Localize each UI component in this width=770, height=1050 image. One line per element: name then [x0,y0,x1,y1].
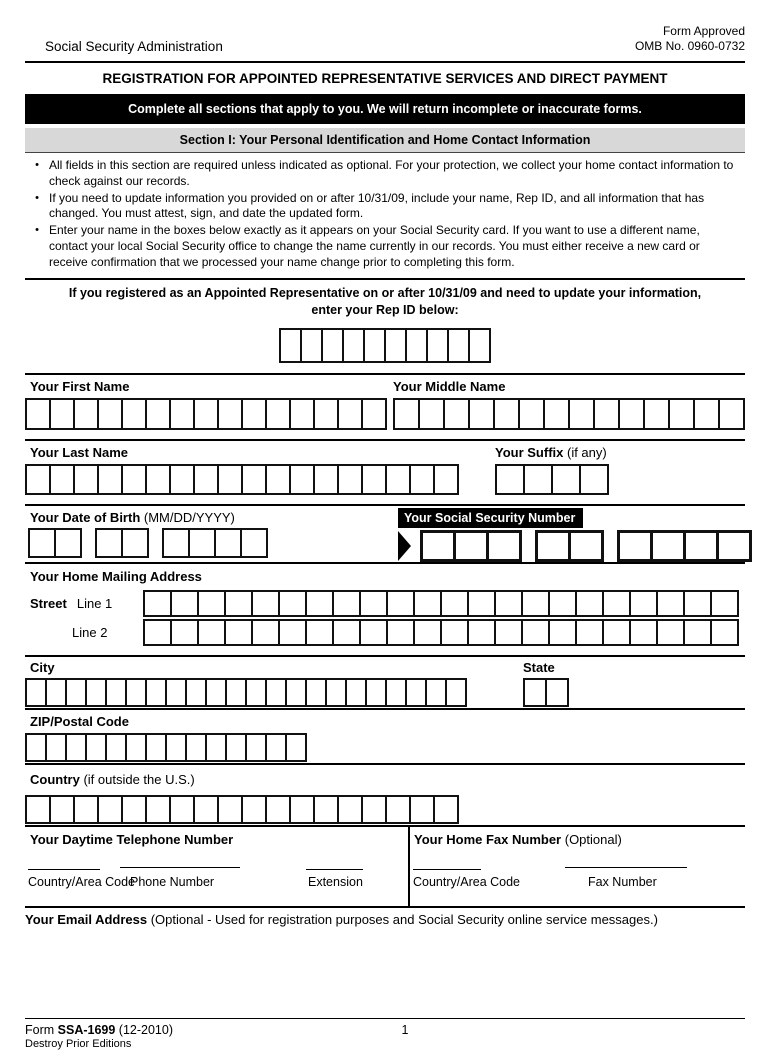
suffix-field [495,443,609,495]
middle-name-input[interactable] [393,398,745,430]
char-box[interactable] [145,733,167,762]
street-line2-label [25,619,143,640]
char-box[interactable] [289,795,315,824]
char-box[interactable] [518,398,545,430]
char-box[interactable] [193,464,219,495]
char-box[interactable] [593,398,620,430]
char-box[interactable] [25,464,51,495]
char-box[interactable] [170,590,199,617]
char-box[interactable] [279,328,302,363]
char-box[interactable] [73,464,99,495]
char-box[interactable] [65,733,87,762]
char-box[interactable] [325,678,347,707]
middle-name-label: Your Middle Name [393,378,506,394]
char-box[interactable] [85,678,107,707]
fax-area-code-label: Country/Area Code [413,874,521,889]
char-box[interactable] [359,590,388,617]
char-box[interactable] [162,528,190,558]
char-box[interactable] [217,795,243,824]
home-address-label: Your Home Mailing Address [30,568,202,584]
omb-number: OMB No. 0960-0732 [634,39,745,53]
dob-label: Your Date of Birth (MM/DD/YYYY) [30,509,235,525]
phone-number-label: Phone Number [130,874,215,889]
char-box[interactable] [409,795,435,824]
street-line1-label [25,590,143,611]
char-box[interactable] [205,733,227,762]
char-box[interactable] [433,795,459,824]
char-box[interactable] [618,398,645,430]
char-box[interactable] [413,619,442,646]
char-box[interactable] [413,590,442,617]
char-box[interactable] [494,590,523,617]
char-box[interactable] [386,619,415,646]
city-state-row [25,655,745,708]
char-box[interactable] [95,528,123,558]
char-box[interactable] [337,795,363,824]
ssn-pointer-icon [398,531,411,561]
char-box[interactable] [313,398,339,430]
form-page [25,0,745,1050]
char-box[interactable] [365,678,387,707]
char-box[interactable] [121,528,149,558]
char-box[interactable] [97,795,123,824]
char-box[interactable] [285,678,307,707]
char-box[interactable] [420,530,456,562]
home-address-row [25,562,745,655]
name-row [25,373,745,439]
char-box[interactable] [361,398,387,430]
char-box[interactable] [683,590,712,617]
char-box[interactable] [225,678,247,707]
char-box[interactable] [361,795,387,824]
char-box[interactable] [251,619,280,646]
char-box[interactable] [656,590,685,617]
char-box[interactable] [265,678,287,707]
char-box[interactable] [188,528,216,558]
suffix-input[interactable] [495,464,609,495]
char-box[interactable] [241,795,267,824]
char-box[interactable] [332,619,361,646]
country-note: (if outside the U.S.) [79,771,195,787]
char-box[interactable] [629,619,658,646]
char-box[interactable] [25,733,47,762]
char-box[interactable] [493,398,520,430]
first-name-input[interactable] [25,398,393,430]
char-box[interactable] [656,619,685,646]
char-box[interactable] [265,795,291,824]
char-box[interactable] [185,733,207,762]
char-box[interactable] [521,590,550,617]
char-box[interactable] [241,464,267,495]
char-box[interactable] [185,678,207,707]
dob-year-input[interactable] [162,528,268,558]
char-box[interactable] [49,464,75,495]
char-box[interactable] [105,678,127,707]
line1-label: Line 1 [76,595,113,611]
section1-heading: Section I: Your Personal Identification and Home Contact Information [25,128,745,153]
ssn-area-input[interactable] [420,530,522,562]
phone-label: Your Daytime Telephone Number [30,831,234,847]
ssn-field [398,530,765,562]
char-box[interactable] [710,590,739,617]
email-row[interactable] [25,906,745,1018]
zip-label: ZIP/Postal Code [30,713,129,729]
ssn-group-input[interactable] [535,530,604,562]
char-box[interactable] [313,795,339,824]
char-box[interactable] [145,398,171,430]
char-box[interactable] [25,398,51,430]
form-word: Form [25,1022,58,1037]
first-name-label: Your First Name [30,378,130,394]
footer-main [25,1023,745,1037]
bullet-text: • If you need to update information you provided on or after 10/31/09, include your name, Rep ID, and all information that has changed. You must attest, sign, and date the updated form. [49,190,705,221]
char-box[interactable] [121,398,147,430]
char-box[interactable] [467,619,496,646]
ssn-label: Your Social Security Number [398,508,583,528]
char-box[interactable] [145,464,171,495]
char-box[interactable] [523,678,547,707]
char-box[interactable] [65,678,87,707]
char-box[interactable] [245,733,267,762]
char-box[interactable] [97,464,123,495]
char-box[interactable] [440,619,469,646]
char-box[interactable] [143,590,172,617]
char-box[interactable] [385,795,411,824]
bullet-item [25,223,745,270]
char-box[interactable] [495,464,525,495]
char-box[interactable] [121,464,147,495]
char-box[interactable] [337,398,363,430]
char-box[interactable] [363,328,386,363]
phone-fax-row [25,825,745,906]
char-box[interactable] [579,464,609,495]
street-label: Street [30,595,67,611]
char-box[interactable] [468,398,495,430]
char-box[interactable] [418,398,445,430]
char-box[interactable] [25,795,51,824]
char-box[interactable] [305,590,334,617]
char-box[interactable] [121,795,147,824]
char-box[interactable] [405,678,427,707]
char-box[interactable] [643,398,670,430]
state-input[interactable] [523,678,569,707]
char-box[interactable] [169,464,195,495]
street-line2-input[interactable] [143,619,739,646]
char-box[interactable] [305,619,334,646]
char-box[interactable] [97,398,123,430]
char-box[interactable] [217,398,243,430]
char-box[interactable] [361,464,387,495]
repid-instruction-line1: If you registered as an Appointed Representative on or after 10/31/09 and need to update your information, [68,285,702,300]
char-box[interactable] [568,398,595,430]
dob-day-input[interactable] [95,528,149,558]
char-box[interactable] [240,528,268,558]
char-box[interactable] [193,398,219,430]
char-box[interactable] [321,328,344,363]
street-line1-input[interactable] [143,590,739,617]
char-box[interactable] [575,619,604,646]
char-box[interactable] [197,619,226,646]
fax-area-code-line[interactable] [413,869,481,870]
char-box[interactable] [393,398,420,430]
char-box[interactable] [602,590,631,617]
char-box[interactable] [241,398,267,430]
suffix-note: (if any) [563,444,607,460]
phone-fax-divider [408,827,410,906]
char-box[interactable] [169,398,195,430]
char-box[interactable] [197,590,226,617]
char-box[interactable] [342,328,365,363]
phone-number-line[interactable] [120,867,240,868]
char-box[interactable] [386,590,415,617]
char-box[interactable] [285,733,307,762]
char-box[interactable] [169,795,195,824]
char-box[interactable] [49,795,75,824]
char-box[interactable] [73,795,99,824]
char-box[interactable] [445,678,467,707]
char-box[interactable] [225,733,247,762]
char-box[interactable] [650,530,686,562]
city-label: City [30,659,55,675]
char-box[interactable] [545,678,569,707]
char-box[interactable] [145,795,171,824]
char-box[interactable] [710,619,739,646]
char-box[interactable] [521,619,550,646]
char-box[interactable] [305,678,327,707]
fax-number-line[interactable] [565,867,687,868]
char-box[interactable] [718,398,745,430]
char-box[interactable] [25,678,47,707]
repid-instruction [25,278,745,321]
char-box[interactable] [683,619,712,646]
first-name-field [25,377,393,430]
bullet-text: • All fields in this section are required unless indicated as optional. For your protection, we collect your home contact information to check against our records. [49,158,734,188]
char-box[interactable] [337,464,363,495]
char-box[interactable] [300,328,323,363]
char-box[interactable] [602,619,631,646]
form-edition: (12-2010) [115,1022,174,1037]
char-box[interactable] [165,678,187,707]
state-label: State [523,659,555,675]
char-box[interactable] [494,619,523,646]
suffix-label: Your Suffix (if any) [495,444,607,460]
char-box[interactable] [289,398,315,430]
dob-format-note: (MM/DD/YYYY) [140,509,235,525]
char-box[interactable] [523,464,553,495]
last-name-row [25,439,745,504]
char-box[interactable] [265,398,291,430]
country-input[interactable] [25,795,459,824]
phone-extension-label: Extension [308,874,363,889]
section1-bullet-list [25,153,745,278]
char-box[interactable] [313,464,339,495]
char-box[interactable] [49,398,75,430]
char-box[interactable] [289,464,315,495]
fax-number-label: Fax Number [588,874,657,889]
char-box[interactable] [125,733,147,762]
repid-instruction-line2: enter your Rep ID below: [311,302,459,317]
char-box[interactable] [224,619,253,646]
char-box[interactable] [405,328,428,363]
char-box[interactable] [85,733,107,762]
dob-field [28,528,281,558]
char-box[interactable] [385,464,411,495]
char-box[interactable] [535,530,571,562]
fax-label: Your Home Fax Number (Optional) [414,831,622,847]
char-box[interactable] [143,619,172,646]
dob-month-input[interactable] [28,528,82,558]
char-box[interactable] [548,590,577,617]
char-box[interactable] [214,528,242,558]
phone-area-code-label: Country/Area Code [28,874,136,889]
instructions-banner: Complete all sections that apply to you. We will return incomplete or inaccurate forms. [25,94,745,124]
destroy-notice: Destroy Prior Editions [25,1037,132,1050]
phone-area-code-line[interactable] [28,869,100,870]
char-box[interactable] [443,398,470,430]
form-header [25,0,745,63]
char-box[interactable] [245,678,267,707]
country-label: Country (if outside the U.S.) [30,771,195,787]
char-box[interactable] [54,528,82,558]
char-box[interactable] [440,590,469,617]
char-box[interactable] [278,590,307,617]
form-approved-text: Form Approved [662,24,745,38]
form-number-line [25,1023,385,1037]
char-box[interactable] [693,398,720,430]
char-box[interactable] [668,398,695,430]
char-box[interactable] [575,590,604,617]
char-box[interactable] [28,528,56,558]
char-box[interactable] [409,464,435,495]
char-box[interactable] [217,464,243,495]
repid-boxes-row [25,321,745,373]
bullet-text: • Enter your name in the boxes below exactly as it appears on your Social Security card. If you want to use a different name, contact your local Social Security office to change the name currently in our records. You must either receive a new card or receive confirmation that we processed your name change prior to completing this form. [49,223,700,269]
char-box[interactable] [205,678,227,707]
fax-optional-note: (Optional) [561,831,622,847]
char-box[interactable] [265,464,291,495]
zip-input[interactable] [25,733,307,762]
char-box[interactable] [45,733,67,762]
omb-approval [635,24,745,54]
char-box[interactable] [716,530,752,562]
char-box[interactable] [551,464,581,495]
form-number: SSA-1699 [57,1022,116,1037]
char-box[interactable] [447,328,470,363]
last-name-label: Your Last Name [30,444,129,460]
char-box[interactable] [683,530,719,562]
country-row [25,763,745,825]
char-box[interactable] [468,328,491,363]
char-box[interactable] [105,733,127,762]
email-optional-note: (Optional - Used for registration purposes and Social Security online service messages.) [147,911,658,927]
char-box[interactable] [170,619,199,646]
char-box[interactable] [467,590,496,617]
char-box[interactable] [629,590,658,617]
char-box[interactable] [45,678,67,707]
char-box[interactable] [332,590,361,617]
form-footer [25,1018,745,1050]
char-box[interactable] [426,328,449,363]
bullet-item [25,191,745,223]
char-box[interactable] [433,464,459,495]
char-box[interactable] [617,530,653,562]
dob-ssn-row [25,504,745,562]
char-box[interactable] [359,619,388,646]
ssn-serial-input[interactable] [617,530,752,562]
char-box[interactable] [224,590,253,617]
char-box[interactable] [73,398,99,430]
bullet-item [25,158,745,190]
phone-extension-line[interactable] [306,869,363,870]
last-name-input[interactable] [25,464,495,495]
zip-row [25,708,745,763]
agency-name: Social Security Administration [45,39,223,54]
char-box[interactable] [384,328,407,363]
city-input[interactable] [25,678,467,707]
char-box[interactable] [145,678,167,707]
char-box[interactable] [543,398,570,430]
char-box[interactable] [425,678,447,707]
street-line2-field [25,619,745,646]
page-number: 1 [401,1022,409,1037]
char-box[interactable] [251,590,280,617]
char-box[interactable] [385,678,407,707]
street-line1-field [25,590,745,617]
char-box[interactable] [486,530,522,562]
rep-id-input[interactable] [279,328,491,363]
char-box[interactable] [165,733,187,762]
form-title: REGISTRATION FOR APPOINTED REPRESENTATIVE SERVICES AND DIRECT PAYMENT [102,71,668,86]
last-name-field [25,443,495,495]
line2-label: Line 2 [72,624,108,640]
char-box[interactable] [265,733,287,762]
middle-name-field [393,377,745,430]
email-label: Your Email Address (Optional - Used for registration purposes and Social Security online service messages.) [25,911,658,927]
char-box[interactable] [453,530,489,562]
char-box[interactable] [125,678,147,707]
char-box[interactable] [193,795,219,824]
char-box[interactable] [278,619,307,646]
char-box[interactable] [568,530,604,562]
char-box[interactable] [345,678,367,707]
char-box[interactable] [548,619,577,646]
